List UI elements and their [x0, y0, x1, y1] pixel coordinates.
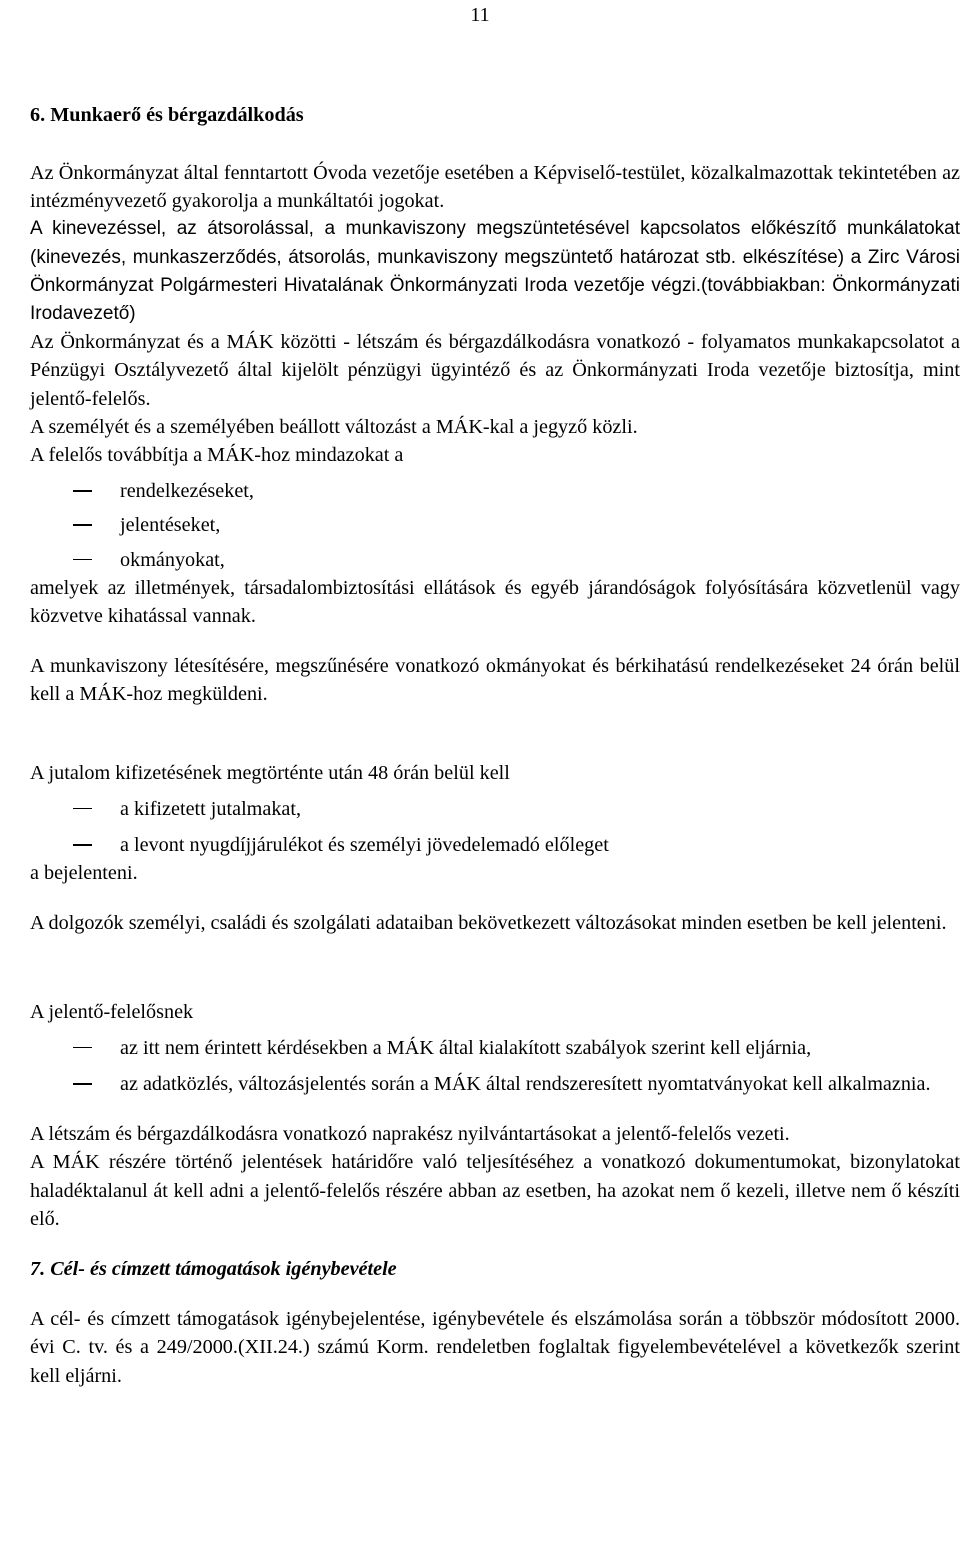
list-item: az adatközlés, változásjelentés során a MÁK által rendszeresített nyomtatványokat kell alkalmaznia.	[30, 1070, 960, 1098]
list-item: a levont nyugdíjjárulékot és személyi jövedelemadó előleget	[30, 831, 960, 859]
list-item: jelentéseket,	[30, 511, 960, 539]
paragraph-grants: A cél- és címzett támogatások igénybejelentése, igénybevétele és elszámolása során a többször módosított 2000. évi C. tv. és a 249/2000.(XII.24.) számú Korm. rendeletben foglaltak figyelembevételével a következők szerint kell eljárni.	[30, 1308, 960, 1387]
bonus-report-list	[30, 795, 960, 859]
paragraph-bonus-outro: a bejelenteni.	[30, 862, 138, 885]
reporter-duties-list	[30, 1034, 960, 1098]
paragraph-forwarding-intro: A felelős továbbítja a MÁK-hoz mindazokat a	[30, 444, 404, 467]
section-7-heading: 7. Cél- és címzett támogatások igénybevétele	[30, 1258, 397, 1281]
paragraph-employer-rights: Az Önkormányzat által fenntartott Óvoda vezetője esetében a Képviselő-testület, közalkalmazottak tekintetében az intézményvezető gyakorolja a munkáltatói jogokat.	[30, 162, 960, 213]
list-item: rendelkezéseket,	[30, 477, 960, 505]
paragraph-records: A létszám és bérgazdálkodásra vonatkozó naprakész nyilvántartásokat a jelentő-felelős vezeti.	[30, 1123, 790, 1146]
dash-bullet-icon	[73, 524, 92, 526]
forwarded-documents-list	[30, 477, 960, 574]
paragraph-deadlines: A MÁK részére történő jelentések határidőre való teljesítéséhez a vonatkozó dokumentumokat, bizonylatokat haladéktalanul át kell adni a jelentő-felelős részére abban az esetben, ha azokat nem ő kezeli, illetve nem ő készíti elő.	[30, 1151, 960, 1230]
paragraph-notary-notice: A személyét és a személyében beállott változást a MÁK-kal a jegyző közli.	[30, 415, 638, 438]
list-item: az itt nem érintett kérdésekben a MÁK által kialakított szabályok szerint kell eljárnia,	[30, 1034, 960, 1062]
paragraph-reporter-intro: A jelentő-felelősnek	[30, 1000, 194, 1023]
abbreviation-note: (továbbiakban: Önkormányzati Irodavezető)	[30, 274, 960, 325]
paragraph-bonus-intro: A jutalom kifizetésének megtörténte után 48 órán belül kell	[30, 761, 510, 784]
dash-bullet-icon	[73, 559, 92, 561]
dash-bullet-icon	[73, 844, 92, 846]
dash-bullet-icon	[73, 1047, 92, 1049]
dash-bullet-icon	[73, 490, 92, 492]
dash-bullet-icon	[73, 1083, 92, 1085]
list-item: a kifizetett jutalmakat,	[30, 795, 960, 823]
document-body	[30, 101, 960, 1390]
page-number: 11	[470, 4, 490, 26]
dash-bullet-icon	[73, 808, 92, 810]
paragraph-mak-relationship: Az Önkormányzat és a MÁK közötti - létszám és bérgazdálkodásra vonatkozó - folyamatos munkakapcsolatot a Pénzügyi Osztályvezető által kijelölt pénzügyi ügyintéző és az Önkormányzati Iroda vezetője biztosítja, mint jelentő-felelős.	[30, 331, 960, 410]
paragraph-personal-data-changes: A dolgozók személyi, családi és szolgálati adataiban bekövetkezett változásokat minden esetben be kell jelenteni.	[30, 912, 947, 935]
list-item: okmányokat,	[30, 546, 960, 574]
preparatory-work-text: A kinevezéssel, az átsorolással, a munkaviszony megszüntetésével kapcsolatos előkészítő munkálatokat (kinevezés, munkaszerződés, átsorolás, munkaviszony megszüntető határozat stb. elkészítése) a Zirc Városi Önkormányzat Polgármesteri Hivatalának Önkormányzati Iroda vezetője végzi.	[30, 218, 960, 296]
paragraph-employment-documents: A munkaviszony létesítésére, megszűnésére vonatkozó okmányokat és bérkihatású rendelkezéseket 24 órán belül kell a MÁK-hoz megküldeni.	[30, 655, 960, 706]
paragraph-preparatory-work	[30, 215, 960, 328]
section-6-heading: 6. Munkaerő és bérgazdálkodás	[30, 104, 304, 126]
paragraph-forwarding-outro: amelyek az illetmények, társadalombiztosítási ellátások és egyéb járandóságok folyósítására közvetlenül vagy közvetve kihatással vannak.	[30, 576, 960, 628]
